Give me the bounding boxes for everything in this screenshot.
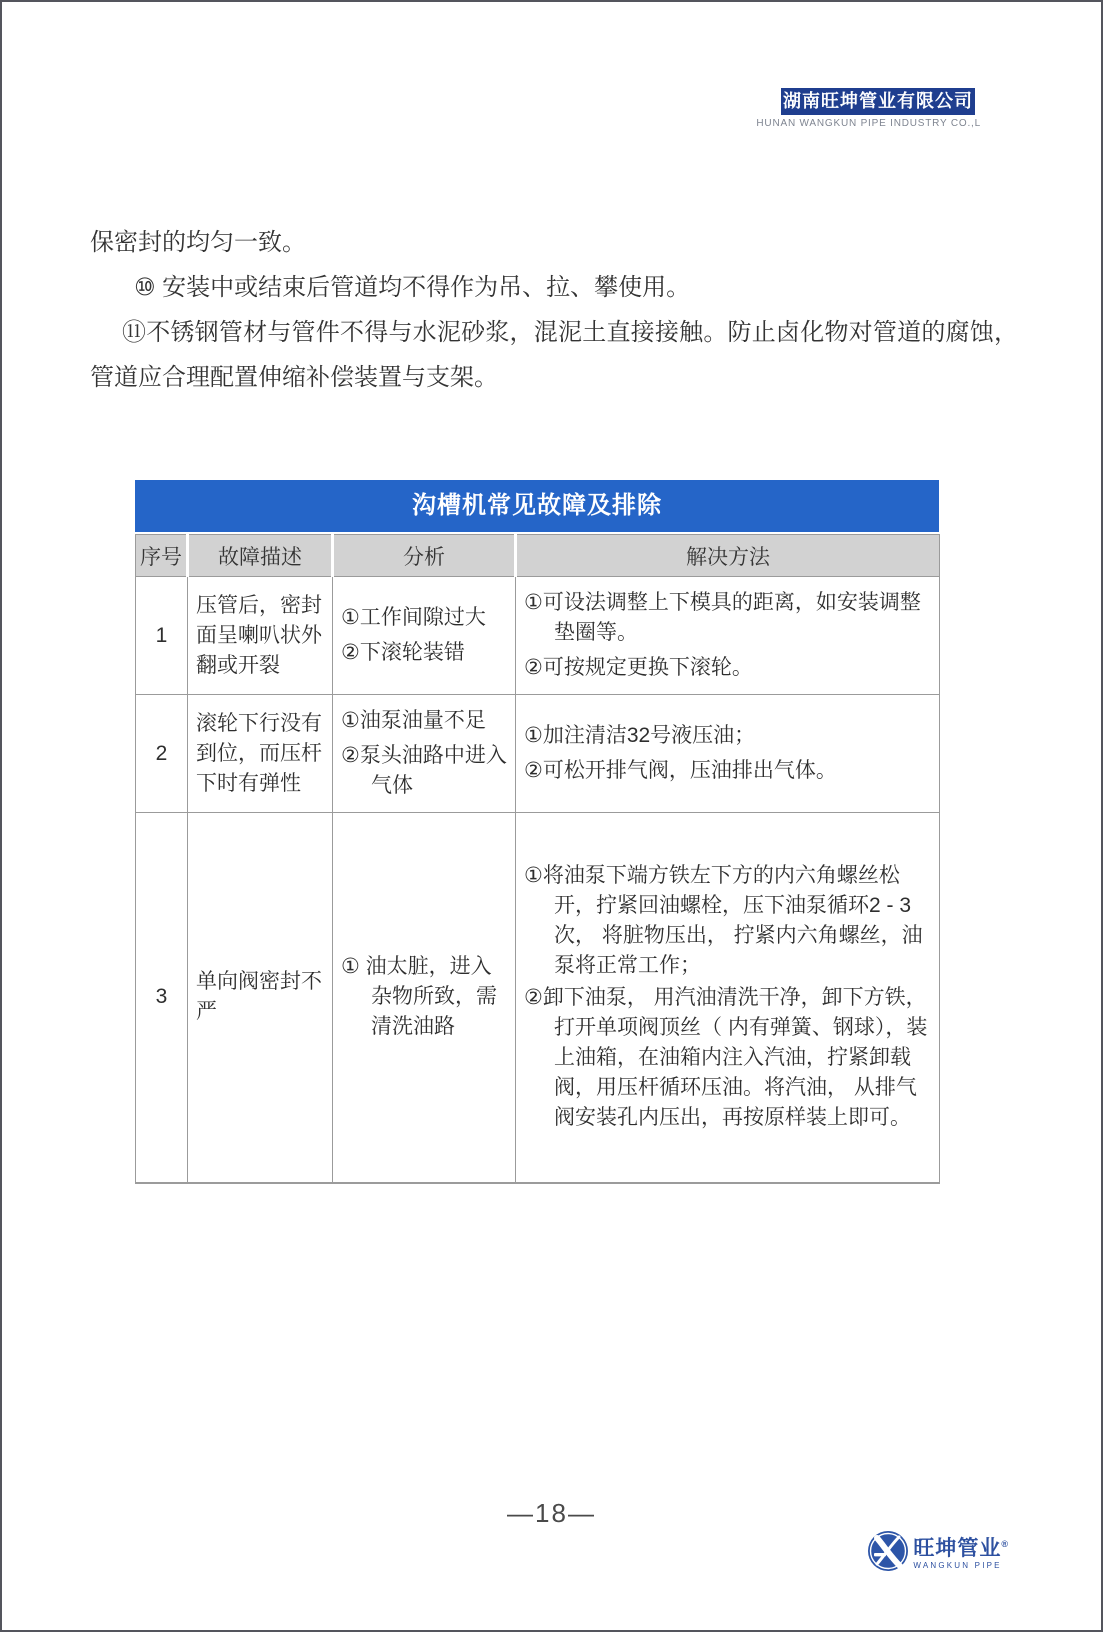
- fault-description: 滚轮下行没有到位，而压杆下时有弹性: [188, 695, 333, 813]
- table-title: 沟槽机常见故障及排除: [135, 480, 939, 532]
- fault-description: 单向阀密封不严: [188, 813, 333, 1183]
- page-number: —18—: [507, 1498, 596, 1528]
- analysis-cell: [333, 813, 516, 1183]
- paragraph-item-11: ⑪不锈钢管材与管件不得与水泥砂浆，混泥土直接接触。防止卤化物对管道的腐蚀， 管道应合理配置伸缩补偿装置与支架。: [90, 319, 1018, 391]
- analysis-item: ①工作间隙过大: [341, 606, 486, 629]
- column-header-fault: 故障描述: [188, 535, 333, 577]
- fault-table-section: [135, 480, 939, 1184]
- body-text: [90, 220, 1018, 400]
- paragraph-item-10: ⑩ 安装中或结束后管道均不得作为吊、拉、攀使用。: [134, 274, 691, 301]
- solution-cell: [516, 577, 940, 695]
- logo-name-chinese: 旺坤管业®: [913, 1536, 1009, 1560]
- company-name-badge: 湖南旺坤管业有限公司: [781, 88, 975, 115]
- paragraph-continuation: 保密封的均匀一致。: [90, 229, 306, 256]
- solution-item: ①加注清洁32号液压油；: [524, 724, 756, 747]
- column-header-no: 序号: [136, 535, 188, 577]
- row-number: 1: [136, 577, 188, 695]
- footer-logo: [867, 1530, 1009, 1577]
- analysis-cell: [333, 577, 516, 695]
- analysis-item: ②下滚轮装错: [341, 641, 465, 664]
- column-header-analysis: 分析: [333, 535, 516, 577]
- logo-text: [913, 1538, 1009, 1570]
- row-number: 2: [136, 695, 188, 813]
- analysis-cell: [333, 695, 516, 813]
- solution-cell: [516, 695, 940, 813]
- solution-cell: [516, 813, 940, 1183]
- table-row: [136, 577, 940, 695]
- analysis-item: ②泵头油路中进入气体: [341, 744, 507, 797]
- analysis-item: ①油泵油量不足: [341, 709, 486, 732]
- column-header-solution: 解决方法: [516, 535, 940, 577]
- logo-name-english: WANGKUN PIPE: [913, 1560, 1002, 1570]
- solution-item: ①将油泵下端方铁左下方的内六角螺丝松开，拧紧回油螺栓，压下油泵循环2 - 3次， 将脏物压出， 拧紧内六角螺丝，油泵将正常工作；: [524, 864, 923, 978]
- solution-item: ②卸下油泵， 用汽油清洗干净，卸下方铁，打开单项阀顶丝（ 内有弹簧、钢球），装上油箱，在油箱内注入汽油，拧紧卸载阀，用压杆循环压油。将汽油， 从排气阀安装孔内压出，再按原样装上即可。: [524, 986, 928, 1130]
- solution-item: ①可设法调整上下模具的距离，如安装调整垫圈等。: [524, 591, 921, 644]
- solution-item: ②可松开排气阀，压油排出气体。: [524, 759, 837, 782]
- analysis-item: ① 油太脏，进入杂物所致，需清洗油路: [341, 955, 497, 1039]
- row-number: 3: [136, 813, 188, 1183]
- table-header-row: [136, 535, 940, 577]
- table-row: [136, 695, 940, 813]
- fault-table: [135, 534, 940, 1184]
- table-row: [136, 813, 940, 1183]
- solution-item: ②可按规定更换下滚轮。: [524, 656, 753, 679]
- fault-description: 压管后，密封面呈喇叭状外翻或开裂: [188, 577, 333, 695]
- company-name-english: HUNAN WANGKUN PIPE INDUSTRY CO.,L: [756, 118, 981, 129]
- wangkun-emblem-icon: [867, 1530, 909, 1577]
